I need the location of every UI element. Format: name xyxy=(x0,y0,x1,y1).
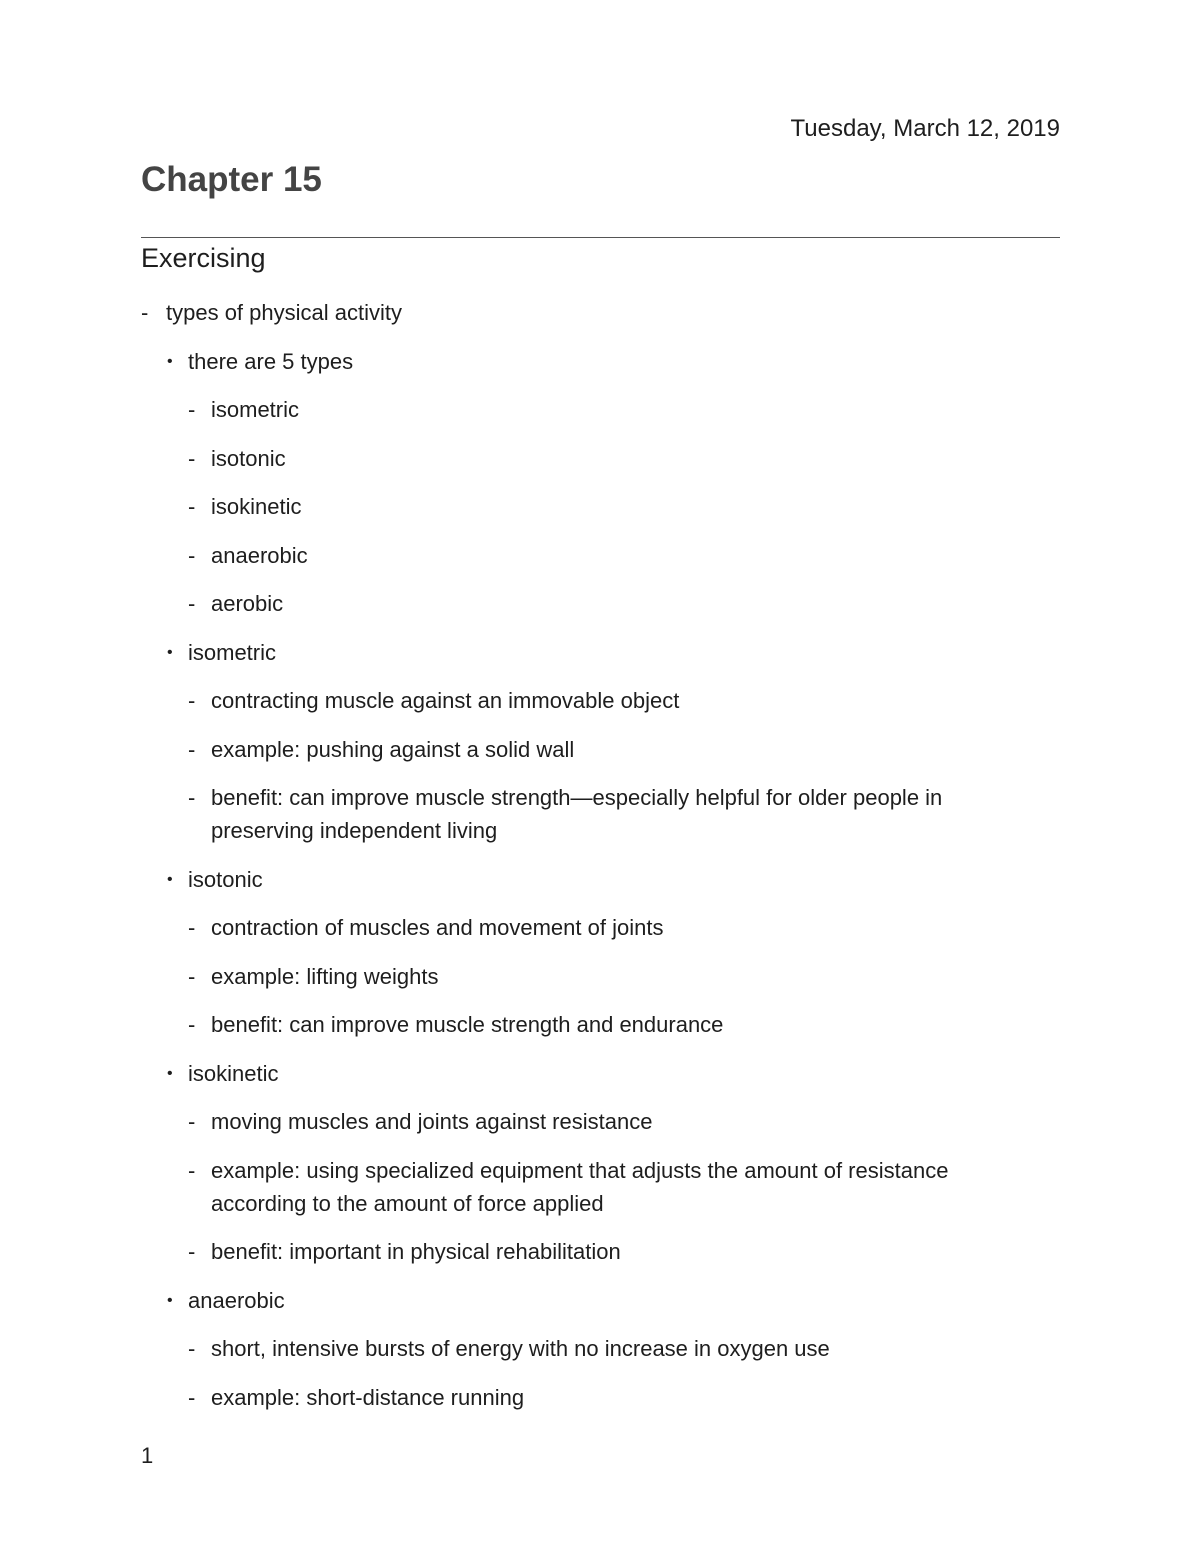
dash-marker: - xyxy=(188,1336,196,1361)
dash-marker: - xyxy=(188,1012,196,1037)
dash-marker: - xyxy=(188,1384,196,1410)
list-item-text: isometric xyxy=(211,397,300,422)
list-item xyxy=(141,1154,1041,1220)
dash-marker: - xyxy=(188,591,196,616)
list-item-text: contracting muscle against an immovable object xyxy=(211,688,680,713)
list-item-text: short, intensive bursts of energy with no increase in oxygen use xyxy=(211,1336,830,1361)
dash-marker: - xyxy=(188,445,196,471)
list-item xyxy=(141,1057,1041,1090)
list-item-text: isotonic xyxy=(188,866,263,892)
dash-marker: - xyxy=(188,542,196,568)
dash-marker: - xyxy=(188,736,196,762)
list-item xyxy=(141,490,1041,523)
list-item-text: anaerobic xyxy=(211,542,308,568)
list-item xyxy=(141,296,1041,329)
list-item-text: anaerobic xyxy=(188,1287,285,1313)
list-item-text: types of physical activity xyxy=(166,300,402,325)
list-item xyxy=(141,539,1041,572)
list-item-text: isometric xyxy=(188,639,277,665)
list-item xyxy=(141,1105,1041,1138)
page-title: Chapter 15 xyxy=(141,160,322,199)
dash-marker: - xyxy=(188,688,196,713)
list-item-text: aerobic xyxy=(211,591,284,616)
list-item xyxy=(141,1284,1041,1317)
dash-marker: - xyxy=(188,397,196,422)
list-item xyxy=(141,442,1041,475)
notes-outline xyxy=(141,296,1041,1429)
bullet-marker: • xyxy=(167,1064,173,1082)
page-number: 1 xyxy=(141,1443,154,1468)
list-item-text: benefit: can improve muscle strength—especially helpful for older people in preserving independent living xyxy=(211,785,943,843)
list-item xyxy=(141,863,1041,896)
dash-marker: - xyxy=(188,1239,196,1264)
list-item-text: example: pushing against a solid wall xyxy=(211,736,575,762)
bullet-marker: • xyxy=(167,643,173,661)
list-item-text: isotonic xyxy=(211,445,286,471)
list-item-text: isokinetic xyxy=(211,494,302,519)
list-item xyxy=(141,684,1041,717)
list-item xyxy=(141,733,1041,766)
list-item xyxy=(141,911,1041,944)
list-item-text: example: lifting weights xyxy=(211,963,439,989)
list-item xyxy=(141,587,1041,620)
list-item xyxy=(141,960,1041,993)
list-item-text: there are 5 types xyxy=(188,348,354,374)
list-item xyxy=(141,1008,1041,1041)
dash-marker: - xyxy=(188,494,196,519)
list-item-text: moving muscles and joints against resistance xyxy=(211,1109,653,1134)
list-item xyxy=(141,1381,1041,1414)
list-item xyxy=(141,393,1041,426)
dash-marker: - xyxy=(188,915,196,940)
title-divider xyxy=(141,237,1060,238)
dash-marker: - xyxy=(188,1157,196,1183)
list-item-text: example: using specialized equipment that adjusts the amount of resistance according to the amount of force applied xyxy=(211,1157,949,1216)
bullet-marker: • xyxy=(167,352,173,370)
list-item xyxy=(141,1235,1041,1268)
list-item-text: benefit: can improve muscle strength and endurance xyxy=(211,1012,724,1037)
list-item-text: benefit: important in physical rehabilitation xyxy=(211,1239,621,1264)
list-item-text: example: short-distance running xyxy=(211,1384,525,1410)
section-heading: Exercising xyxy=(141,243,266,273)
list-item-text: isokinetic xyxy=(188,1060,279,1086)
list-item xyxy=(141,1332,1041,1365)
document-date: Tuesday, March 12, 2019 xyxy=(790,115,1060,142)
list-item-text: contraction of muscles and movement of joints xyxy=(211,915,664,940)
bullet-marker: • xyxy=(167,870,173,888)
dash-marker: - xyxy=(188,1109,196,1134)
dash-marker: - xyxy=(141,300,149,325)
list-item xyxy=(141,345,1041,378)
dash-marker: - xyxy=(188,963,196,989)
bullet-marker: • xyxy=(167,1291,173,1309)
list-item xyxy=(141,636,1041,669)
list-item xyxy=(141,781,1041,847)
dash-marker: - xyxy=(188,785,196,810)
